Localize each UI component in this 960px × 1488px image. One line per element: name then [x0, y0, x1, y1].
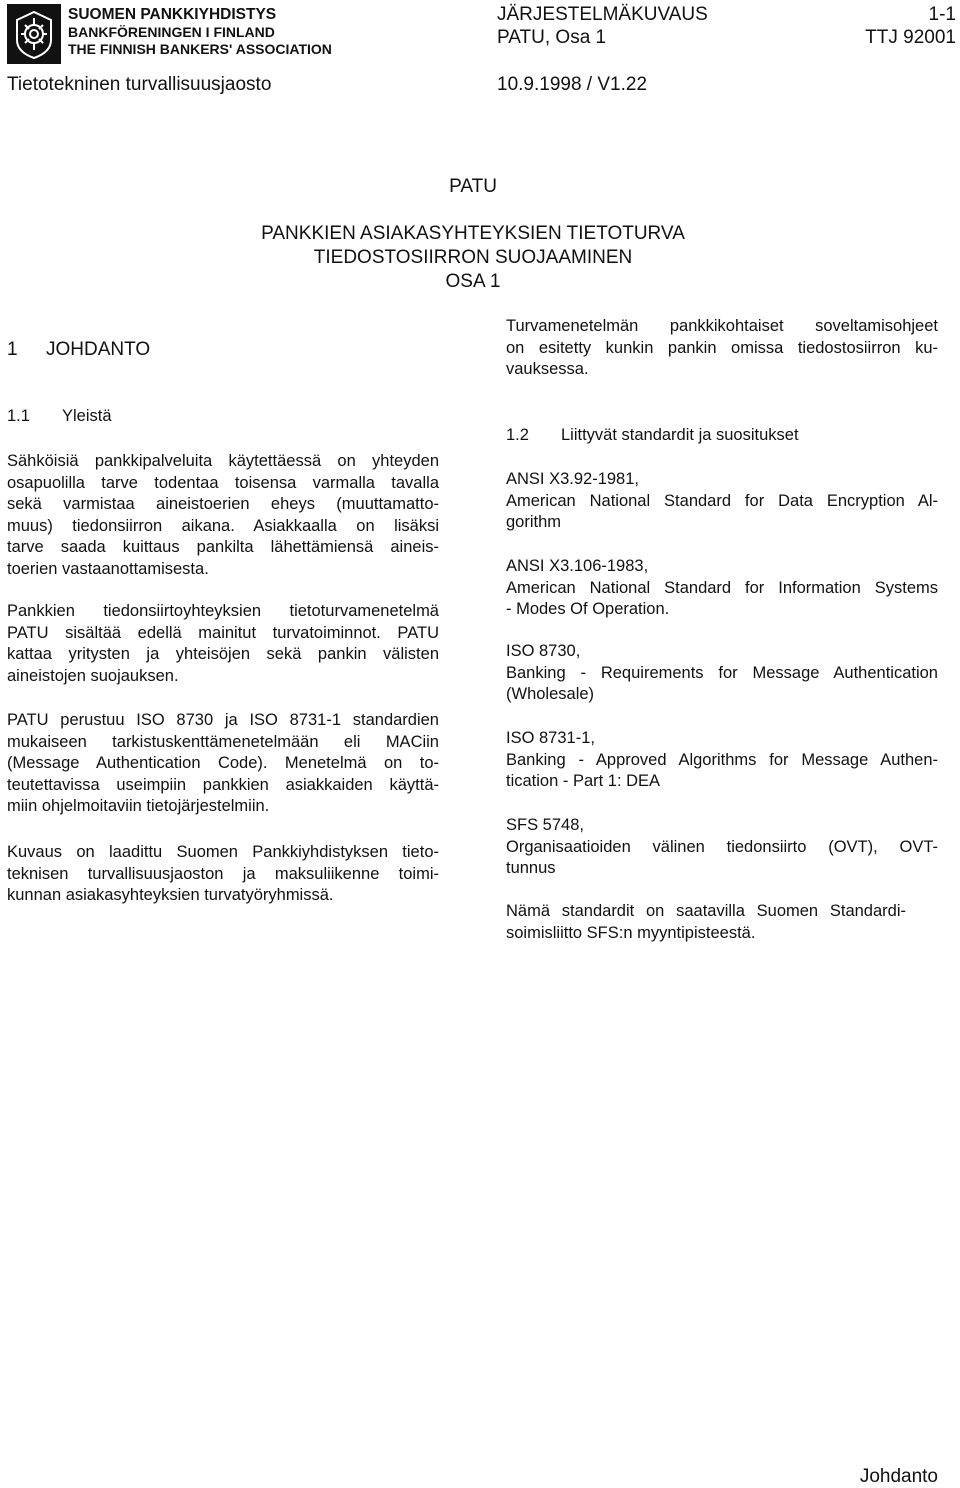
- standard-id: ISO 8731-1,: [506, 729, 595, 747]
- text-line: Sähköisiä pankkipalveluita käytettäessä on yhteyden: [7, 452, 439, 470]
- paragraph-patu-standards: [7, 710, 439, 818]
- section-1-1-number: 1.1: [7, 407, 30, 425]
- text-line: sekä varmistaa aineistoerien eheys (muuttamatto-: [7, 495, 439, 513]
- standard-ansi-x392: [506, 469, 938, 534]
- section-1-2-number: 1.2: [506, 426, 529, 444]
- standard-ansi-x3106: [506, 556, 938, 621]
- doc-title: PATU: [449, 176, 497, 197]
- text-line: teknisen turvallisuusjaoston ja maksuliikenne toimi-: [7, 864, 439, 883]
- doc-subtitle-2: TIEDOSTOSIIRRON SUOJAAMINEN: [313, 247, 633, 268]
- text-line: miin ohjelmoitaviin tietojärjestelmiin.: [7, 797, 270, 815]
- doc-subtitle-1: PANKKIEN ASIAKASYHTEYKSIEN TIETOTURVA: [261, 223, 685, 244]
- paragraph-patu-functions: [7, 601, 439, 687]
- standard-id: ANSI X3.106-1983,: [506, 557, 649, 575]
- text-line: toerien vastaanottamisesta.: [7, 559, 209, 578]
- paragraph-availability: [506, 901, 906, 944]
- text-line: aineistojen suojauksen.: [7, 666, 179, 685]
- doc-part: PATU, Osa 1: [497, 27, 607, 48]
- paragraph-electronic-services: [7, 451, 439, 580]
- standard-title: American National Standard for Data Encryption Al-: [506, 491, 938, 510]
- section-1-2-heading: Liittyvät standardit ja suositukset: [561, 426, 799, 444]
- org-name-english: THE FINNISH BANKERS' ASSOCIATION: [68, 41, 332, 57]
- standard-id: ANSI X3.92-1981,: [506, 470, 639, 488]
- standard-iso-8730: [506, 641, 938, 706]
- text-line: teutettavissa useimpiin pankkien asiakkaiden käyttä-: [7, 775, 439, 794]
- bank-association-logo: [7, 4, 61, 64]
- text-line: (Message Authentication Code). Menetelmä on to-: [7, 754, 439, 772]
- text-line: Turvamenetelmän pankkikohtaiset soveltamisohjeet: [506, 317, 938, 335]
- doc-date-version: 10.9.1998 / V1.22: [497, 74, 648, 95]
- text-line: vauksessa.: [506, 360, 589, 378]
- standard-title: American National Standard for Information Systems: [506, 578, 938, 597]
- org-name-swedish: BANKFÖRENINGEN I FINLAND: [68, 24, 275, 40]
- section-1-1-heading: Yleistä: [62, 407, 112, 425]
- standard-id: SFS 5748,: [506, 816, 584, 834]
- text-line: muus) tiedonsiirron aikana. Asiakkaalla on lisäksi: [7, 516, 439, 535]
- standard-title: Banking - Requirements for Message Authentication: [506, 663, 938, 682]
- org-name-finnish: SUOMEN PANKKIYHDISTYS: [68, 6, 277, 23]
- text-line: kunnan asiakasyhteyksien turvatyöryhmissä.: [7, 886, 334, 904]
- standard-title: (Wholesale): [506, 685, 595, 703]
- standard-iso-8731-1: [506, 728, 938, 793]
- text-line: kattaa yritysten ja yhteisöjen sekä pankin välisten: [7, 645, 439, 663]
- text-line: mukaiseen tarkistuskenttämenetelmään eli MACiin: [7, 732, 439, 751]
- text-line: PATU sisältää edellä mainitut turvatoiminnot. PATU: [7, 623, 439, 642]
- standard-title: tication - Part 1: DEA: [506, 772, 661, 790]
- standard-sfs-5748: [506, 815, 938, 880]
- standard-title: - Modes Of Operation.: [506, 600, 670, 618]
- text-line: PATU perustuu ISO 8730 ja ISO 8731-1 standardien: [7, 711, 439, 729]
- paragraph-authors: [7, 842, 439, 907]
- text-line: on esitetty kunkin pankin omissa tiedostosiirron ku-: [506, 338, 938, 357]
- text-line: Pankkien tiedonsiirtoyhteyksien tietoturvamenetelmä: [7, 602, 439, 620]
- text-line: osapuolilla tarve todentaa toisensa varmalla tavalla: [7, 473, 439, 492]
- text-line: Nämä standardit on saatavilla Suomen Standardi-: [506, 902, 906, 920]
- standard-title: gorithm: [506, 513, 562, 531]
- doc-type: JÄRJESTELMÄKUVAUS: [497, 4, 708, 25]
- text-line: Kuvaus on laadittu Suomen Pankkiyhdistyksen tieto-: [7, 843, 439, 861]
- doc-code: TTJ 92001: [865, 27, 956, 48]
- text-line: soimisliitto SFS:n myyntipisteestä.: [506, 923, 756, 942]
- standard-id: ISO 8730,: [506, 642, 581, 660]
- standard-title: Organisaatioiden välinen tiedonsiirto (OVT), OVT-: [506, 837, 938, 856]
- department-name: Tietotekninen turvallisuusjaosto: [7, 74, 272, 95]
- footer-section-label: Johdanto: [859, 1466, 938, 1487]
- standard-title: Banking - Approved Algorithms for Message Authen-: [506, 750, 938, 769]
- page-number: 1-1: [928, 4, 956, 25]
- paragraph-bank-specific-guidelines: [506, 316, 938, 381]
- text-line: tarve saada kuittaus pankilta lähettämiensä aineis-: [7, 538, 439, 556]
- doc-subtitle-3: OSA 1: [445, 271, 501, 292]
- standard-title: tunnus: [506, 859, 556, 877]
- section-1-number: 1: [7, 339, 18, 360]
- section-1-heading: JOHDANTO: [46, 339, 151, 360]
